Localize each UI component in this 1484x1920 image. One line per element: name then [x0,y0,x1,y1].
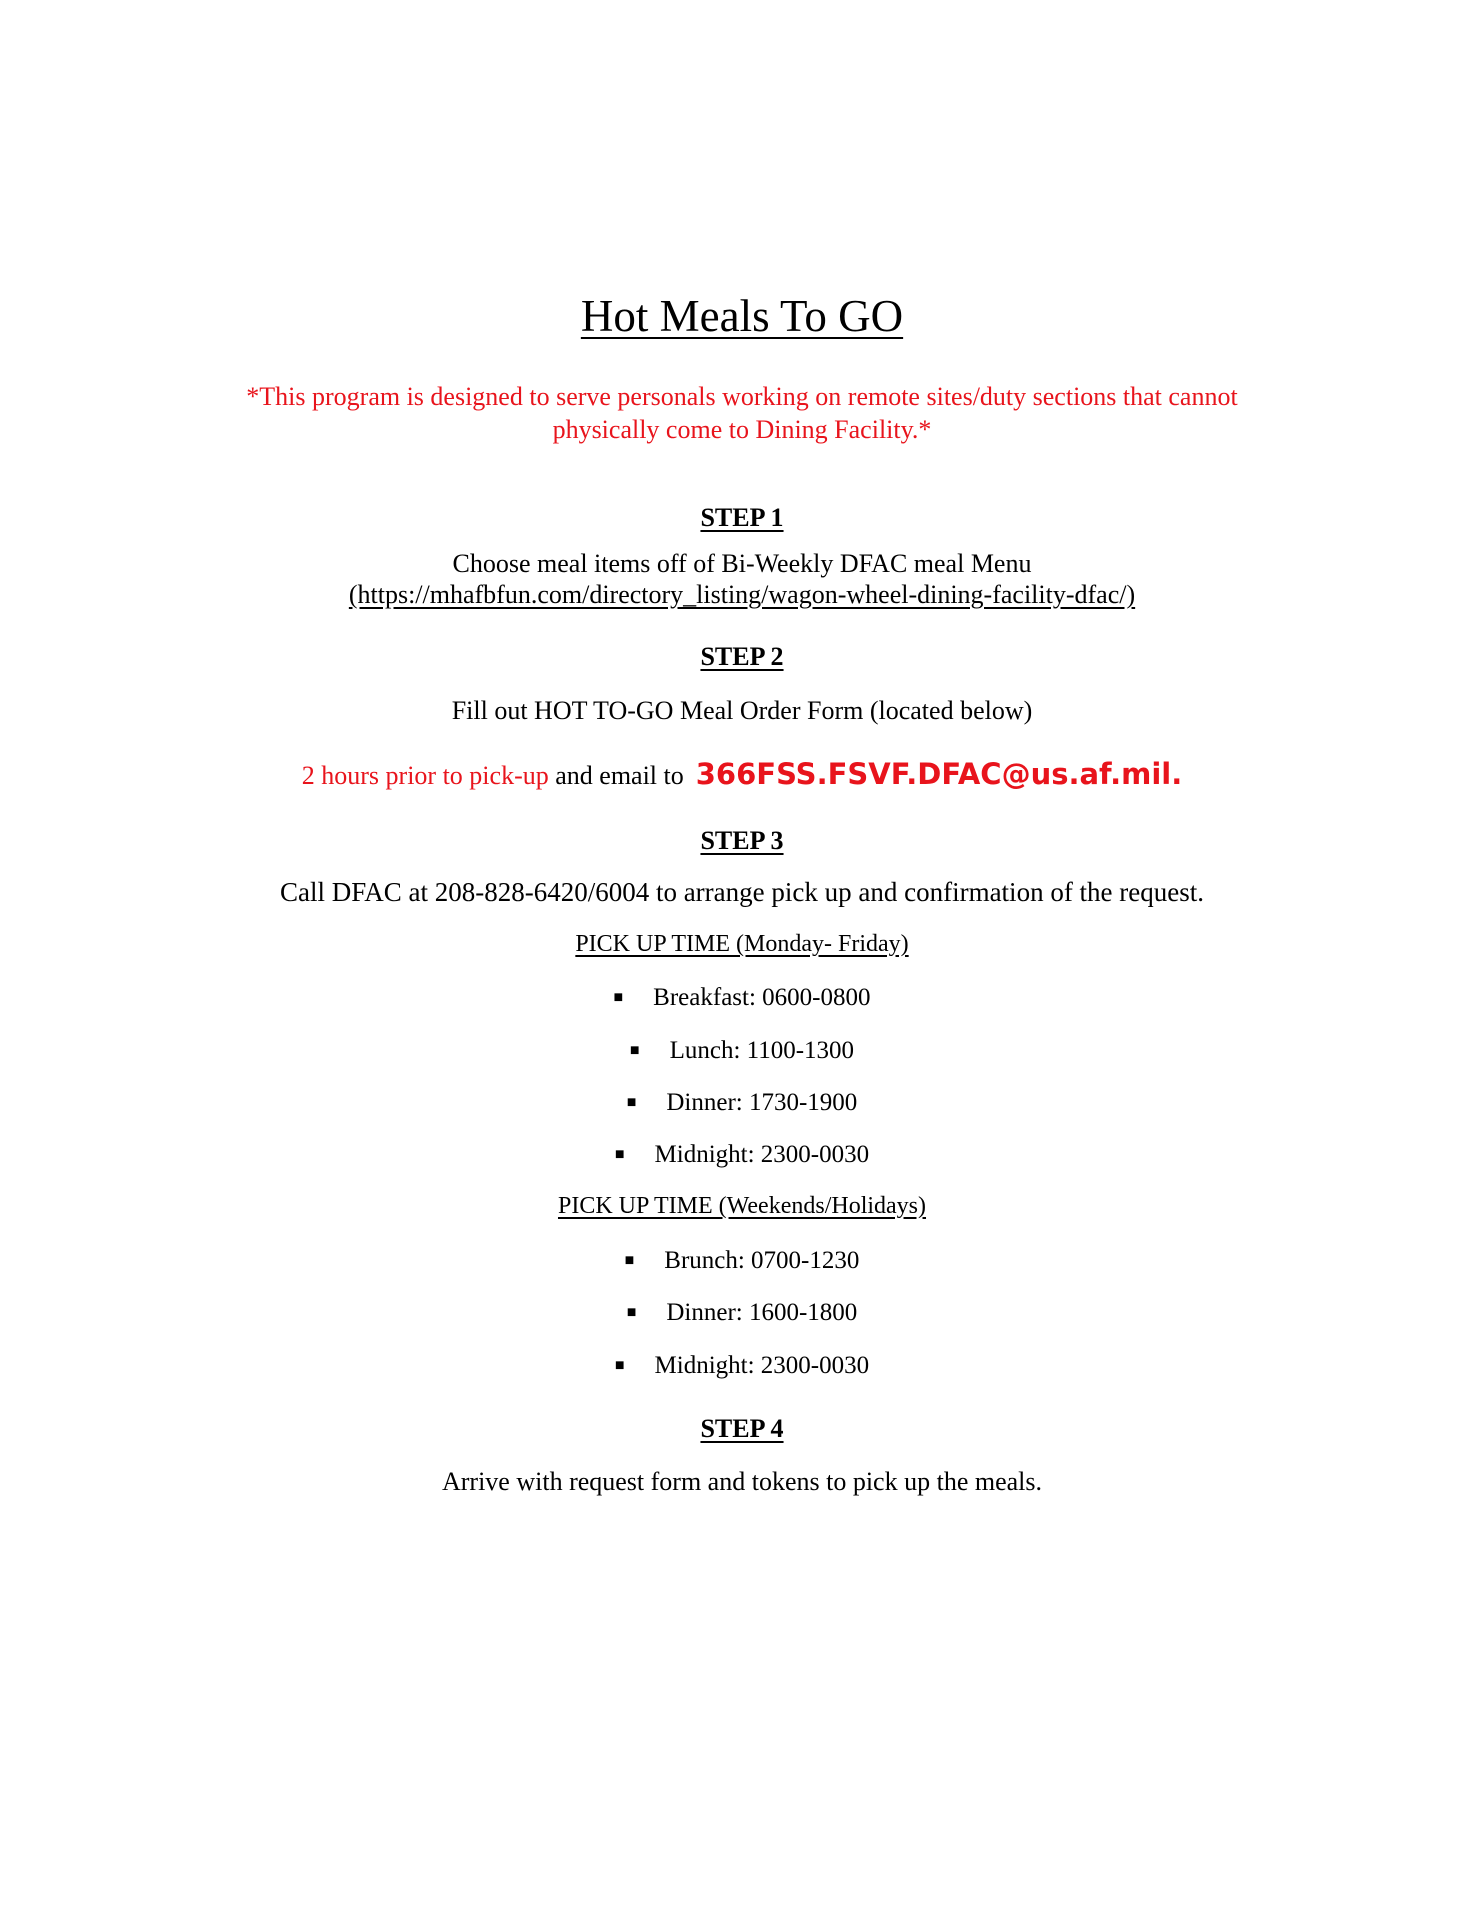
weekend-pickup-item [0,1247,1484,1275]
weekend-pickup-item [0,1299,1484,1327]
step-3-heading: STEP 3 [700,826,784,855]
pickup-time-text: Midnight: 2300-0030 [654,1352,870,1379]
step-4-text: Arrive with request form and tokens to pick up the meals. [441,1467,1043,1496]
weekend-pickup-item [0,1352,1484,1380]
step-3-text: Call DFAC at 208-828-6420/6004 to arrange pick up and confirmation of the request. [279,877,1205,907]
step-2-text: Fill out HOT TO-GO Meal Order Form (located below) [451,696,1033,725]
program-notice-line-1: *This program is designed to serve personals working on remote sites/duty sections that cannot [246,382,1238,411]
bullet-icon: ■ [626,1094,637,1111]
pickup-time-text: Lunch: 1100-1300 [669,1037,855,1064]
weekday-pickup-item [0,1089,1484,1117]
weekday-pickup-item [0,1141,1484,1169]
pickup-lead-time: 2 hours prior to pick-up [301,761,549,790]
pickup-time-text: Dinner: 1600-1800 [666,1299,858,1326]
menu-url-link[interactable]: (https://mhafbfun.com/directory_listing/wagon-wheel-dining-facility-dfac/) [348,580,1136,609]
dfac-email-link[interactable]: 366FSS.FSVF.DFAC@us.af.mil. [695,757,1183,791]
step-1-text: Choose meal items off of Bi-Weekly DFAC meal Menu [452,549,1032,578]
bullet-icon: ■ [624,1252,635,1269]
weekday-pickup-item [0,984,1484,1012]
bullet-icon: ■ [629,1042,640,1059]
step-4-heading: STEP 4 [700,1414,784,1443]
weekend-pickup-heading: PICK UP TIME (Weekends/Holidays) [557,1193,927,1219]
step-2-email-instruction [0,757,1484,791]
bullet-icon: ■ [626,1304,637,1321]
bullet-icon: ■ [613,989,624,1006]
step-1-heading: STEP 1 [700,503,784,532]
pickup-time-text: Dinner: 1730-1900 [666,1089,858,1116]
weekday-pickup-heading: PICK UP TIME (Monday- Friday) [575,931,909,957]
pickup-time-text: Midnight: 2300-0030 [654,1141,870,1168]
pickup-time-text: Brunch: 0700-1230 [664,1247,860,1274]
pickup-time-text: Breakfast: 0600-0800 [653,984,871,1011]
program-notice-line-2: physically come to Dining Facility.* [552,415,932,444]
step-2-heading: STEP 2 [700,642,784,671]
email-prefix: and email to [548,761,684,790]
weekday-pickup-item [0,1037,1484,1065]
bullet-icon: ■ [614,1357,625,1374]
bullet-icon: ■ [614,1146,625,1163]
page-title: Hot Meals To GO [580,291,904,341]
